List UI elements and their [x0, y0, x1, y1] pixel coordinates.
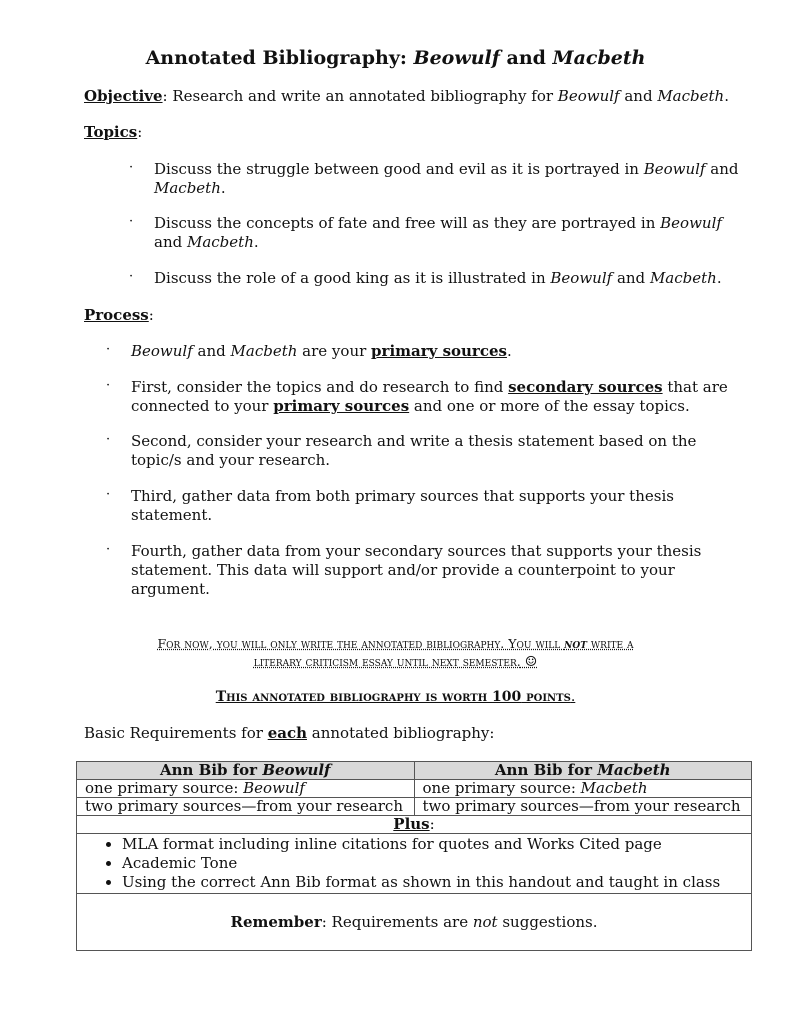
document-title: [0, 47, 791, 69]
topic-work: Macbeth: [154, 179, 221, 197]
topic-text: and: [612, 269, 650, 287]
requirements-table: [76, 761, 752, 951]
plus-label: Plus: [393, 815, 430, 833]
topic-text: .: [220, 179, 226, 197]
table-row: [77, 780, 752, 798]
process-item: [131, 378, 728, 416]
bullet-icon: ·: [106, 487, 111, 502]
header-work: Beowulf: [262, 761, 331, 779]
plus-row: [77, 816, 752, 834]
list-item: • MLA format including inline citations for quotes and Works Cited page: [122, 835, 751, 854]
list-item: • Using the correct Ann Bib format as shown in this handout and taught in class: [122, 873, 751, 892]
plus-items-cell: [77, 834, 752, 894]
process-item: [131, 542, 701, 599]
header-cell-macbeth: [414, 762, 752, 780]
process-text: Second, consider your research and write a thesis statement based on the: [131, 432, 697, 450]
process-work: Macbeth: [230, 342, 298, 360]
title-work-beowulf: Beowulf: [413, 47, 500, 69]
objective-work1: Beowulf: [557, 87, 620, 105]
topic-text: Discuss the concepts of fate and free will as they are portrayed in: [154, 214, 661, 232]
plus-list: [77, 834, 751, 893]
title-prefix: Annotated Bibliography:: [145, 47, 414, 69]
cell-work: Macbeth: [580, 779, 648, 797]
worth-points: 100: [492, 689, 522, 705]
title-work-macbeth: Macbeth: [552, 47, 646, 69]
remember-cell: [77, 894, 752, 951]
remember-emphasis: not: [472, 912, 498, 931]
process-text: argument.: [131, 580, 210, 598]
process-item: [131, 342, 512, 361]
title-and: and: [499, 47, 553, 69]
process-emphasis: primary sources: [371, 342, 507, 360]
requirements-text: annotated bibliography:: [307, 724, 495, 742]
topic-text: .: [716, 269, 722, 287]
process-emphasis: primary sources: [273, 397, 410, 415]
objective-text: : Research and write an annotated bibliography for: [162, 87, 558, 105]
topic-text: and: [705, 160, 739, 178]
remember-text: suggestions.: [497, 912, 598, 931]
cell-text: one primary source:: [85, 779, 244, 797]
process-text: .: [506, 342, 512, 360]
objective-work2: Macbeth: [657, 87, 725, 105]
topic-text: .: [253, 233, 259, 251]
process-text: Fourth, gather data from your secondary sources that supports your thesis: [131, 542, 702, 560]
process-work: Beowulf: [131, 342, 193, 360]
topic-item: [154, 214, 722, 252]
topic-item: [154, 160, 738, 198]
plus-cell: [77, 816, 752, 834]
process-text: connected to your: [131, 397, 274, 415]
bullet-icon: ·: [106, 378, 111, 393]
table-cell: two primary sources—from your research: [77, 798, 415, 816]
remember-text: : Requirements are: [321, 912, 473, 931]
table-cell: two primary sources—from your research: [414, 798, 752, 816]
worth-text-end: points: [521, 689, 571, 705]
worth-text: This annotated bibliography is worth: [215, 689, 493, 705]
bullet-icon: ·: [106, 432, 111, 447]
objective-and: and: [619, 87, 658, 105]
notice-text: write a: [586, 636, 634, 651]
bullet-icon: ·: [129, 269, 134, 284]
topics-label: Topics: [84, 123, 138, 141]
process-text: that are: [662, 378, 728, 396]
process-item: [131, 487, 674, 525]
list-item: • Academic Tone: [122, 854, 751, 873]
notice-text: literary criticism essay until next semester.: [253, 654, 521, 669]
topic-work: Macbeth: [649, 269, 717, 287]
topics-heading: Topics:: [84, 123, 143, 141]
notice-emphasis: not: [564, 636, 587, 651]
process-text: statement. This data will support and/or provide a counterpoint to your: [131, 561, 675, 579]
header-work: Macbeth: [597, 761, 671, 779]
process-text: topic/s and your research.: [131, 451, 331, 469]
topic-work: Beowulf: [660, 214, 722, 232]
cell-text: one primary source:: [422, 779, 581, 797]
requirements-emphasis: each: [267, 724, 307, 742]
objective-line: [84, 87, 729, 106]
topic-work: Beowulf: [643, 160, 706, 178]
topic-text: and: [154, 233, 187, 251]
header-text: Ann Bib for: [159, 761, 263, 779]
bullet-icon: ·: [106, 342, 111, 357]
table-cell: [414, 780, 752, 798]
cell-work: Beowulf: [243, 779, 305, 797]
header-cell-beowulf: [77, 762, 415, 780]
process-label: Process: [84, 306, 149, 324]
process-item: [131, 432, 696, 470]
table-cell: [77, 780, 415, 798]
plus-colon: :: [429, 815, 435, 833]
header-text: Ann Bib for: [494, 761, 598, 779]
notice-line-1: [0, 635, 791, 653]
process-text: and one or more of the essay topics.: [409, 397, 690, 415]
bullet-icon: ·: [106, 542, 111, 557]
notice-line-2: [0, 653, 791, 671]
table-row: [77, 798, 752, 816]
notice-text: For now, you will only write the annotated bibliography. You will: [157, 636, 565, 651]
process-emphasis: secondary sources: [508, 378, 663, 396]
topic-item: [154, 269, 722, 288]
plus-items-row: [77, 834, 752, 894]
bullet-icon: ·: [129, 160, 134, 175]
objective-end: .: [724, 87, 729, 105]
process-heading: Process:: [84, 306, 154, 324]
process-text: Third, gather data from both primary sources that supports your thesis: [131, 487, 674, 505]
process-text: are your: [297, 342, 372, 360]
process-text: First, consider the topics and do research to find: [131, 378, 509, 396]
requirements-text: Basic Requirements for: [84, 724, 268, 742]
topic-work: Macbeth: [186, 233, 254, 251]
remember-label: Remember: [230, 912, 322, 931]
smiley-icon: ☺: [524, 654, 538, 670]
topic-work: Beowulf: [550, 269, 613, 287]
topic-text: Discuss the struggle between good and evil as it is portrayed in: [154, 160, 644, 178]
worth-period: .: [570, 689, 576, 705]
process-text: and: [192, 342, 231, 360]
process-text: statement.: [131, 506, 213, 524]
table-header-row: [77, 762, 752, 780]
requirements-intro: [84, 724, 494, 743]
worth-line: [0, 689, 791, 705]
remember-row: [77, 894, 752, 951]
objective-label: Objective: [84, 87, 163, 105]
topic-text: Discuss the role of a good king as it is illustrated in: [154, 269, 551, 287]
bullet-icon: ·: [129, 214, 134, 229]
